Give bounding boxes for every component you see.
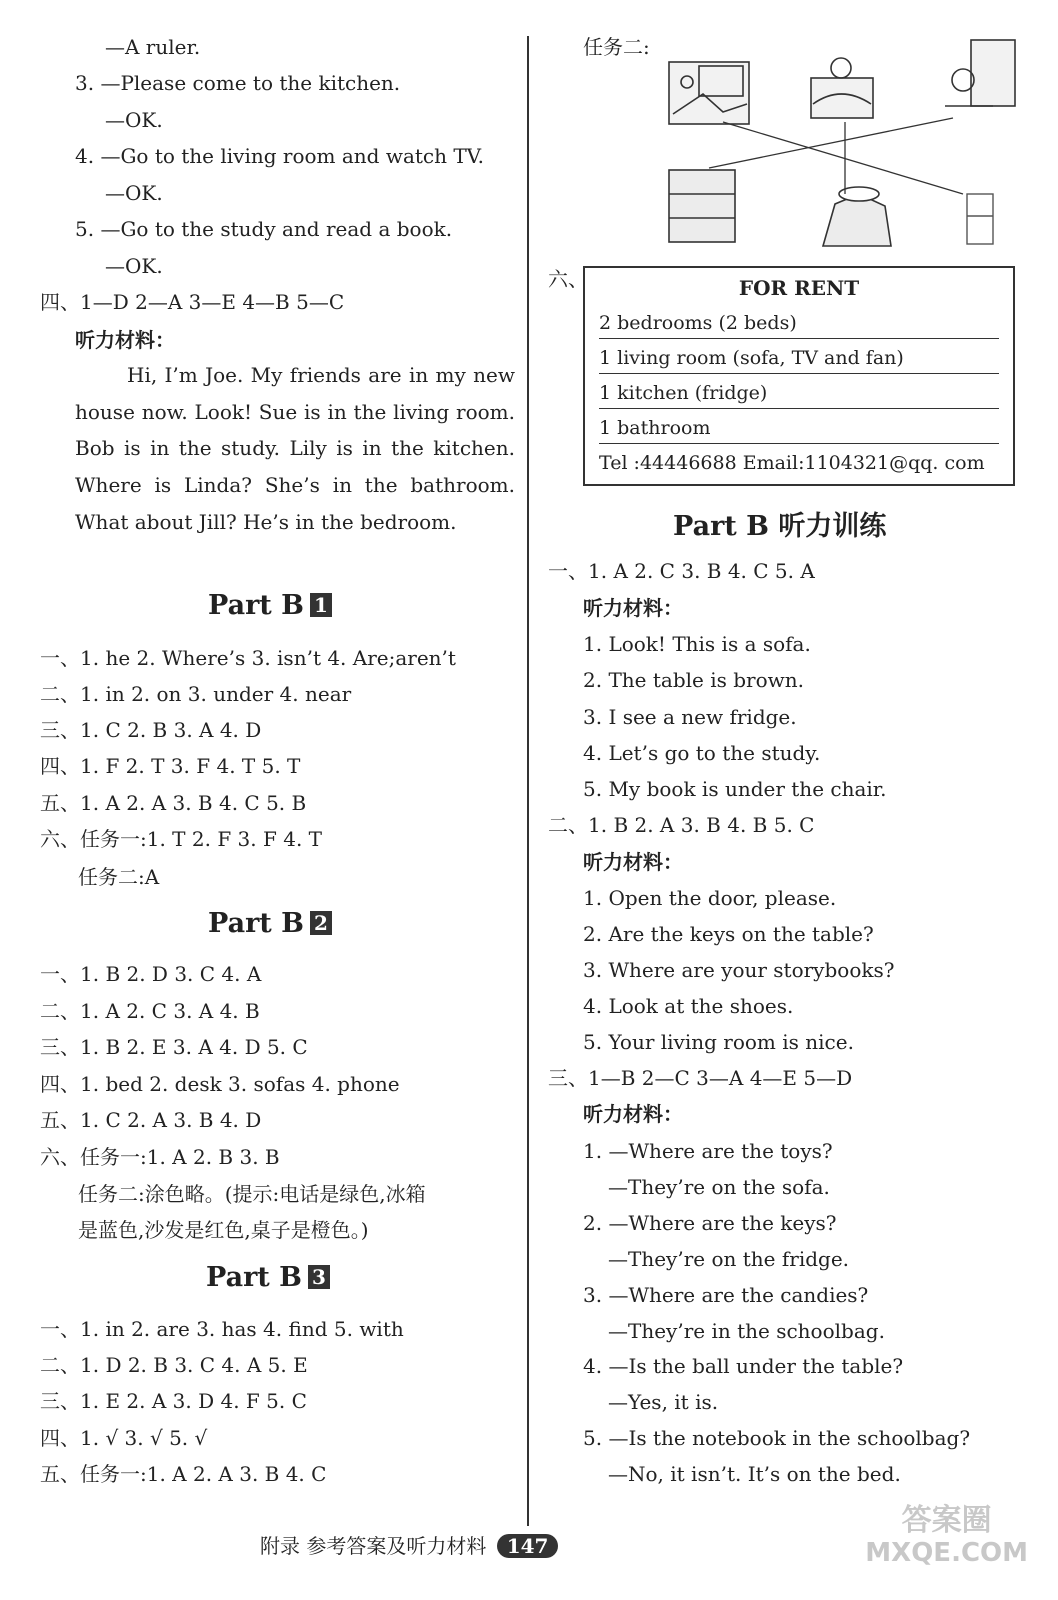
answer-line: 三、1. C 2. B 3. A 4. D [40, 718, 262, 742]
column-divider [527, 36, 529, 1526]
answer-line: 3. —Where are the candies? [583, 1283, 869, 1307]
answer-line: —No, it isn’t. It’s on the bed. [608, 1462, 901, 1486]
bedroom-picture [811, 58, 873, 118]
room-matching-illustration [663, 34, 1023, 254]
answer-line: 一、1. he 2. Where’s 3. isn’t 4. Are;aren’t [40, 646, 456, 670]
answer-line: 五、1. A 2. A 3. B 4. C 5. B [40, 791, 307, 815]
answer-line: 六、任务一:1. A 2. B 3. B [40, 1145, 280, 1169]
answer-line: 任务二:涂色略。(提示:电话是绿色,冰箱 [78, 1182, 426, 1206]
page-footer [260, 1530, 558, 1559]
answer-line: 二、1. B 2. A 3. B 4. B 5. C [548, 813, 815, 837]
answer-line: 5. Your living room is nice. [583, 1030, 854, 1054]
answer-line: 六、任务一:1. T 2. F 3. F 4. T [40, 827, 323, 851]
answer-line: 是蓝色,沙发是红色,桌子是橙色。) [78, 1218, 369, 1242]
answer-line: 5. —Is the notebook in the schoolbag? [583, 1426, 971, 1450]
answer-line: 二、1. D 2. B 3. C 4. A 5. E [40, 1353, 308, 1377]
page-number: 147 [497, 1534, 559, 1558]
answer-line: —They’re in the schoolbag. [608, 1319, 885, 1343]
answer-line: 1. Open the door, please. [583, 886, 837, 910]
answer-line: 五、1. C 2. A 3. B 4. D [40, 1108, 262, 1132]
answer-line: 4. Let’s go to the study. [583, 741, 821, 765]
section-heading: Part B 1 [208, 590, 332, 621]
task-label: 任务二: [583, 35, 650, 59]
match-lines [709, 118, 963, 194]
answer-line: 3. —Please come to the kitchen. [75, 71, 401, 95]
bed-picture [823, 187, 891, 246]
rent-title: FOR RENT [738, 276, 860, 300]
answer-line: 2. —Where are the keys? [583, 1211, 837, 1235]
listening-label: 听力材料： [583, 596, 683, 620]
listening-paragraph: Hi, I’m Joe. My friends are in my new house now. Look! Sue is in the living room. Bob is in the study. Lily is in the kitchen. Where is Linda? She’s in the bathroom. What about Jill? He’s in the bedroom. [75, 363, 515, 534]
section-heading: Part B 2 [208, 908, 332, 939]
answer-line: 四、1. √ 3. √ 5. √ [40, 1426, 208, 1450]
answer-line: 4. Look at the shoes. [583, 994, 794, 1018]
section-heading: Part B 3 [206, 1262, 330, 1293]
rent-row: 1 living room (sofa, TV and fan) [599, 343, 999, 374]
answer-line: 一、1. in 2. are 3. has 4. find 5. with [40, 1317, 404, 1341]
listening-label: 听力材料： [583, 1102, 683, 1126]
answer-line: 4. —Go to the living room and watch TV. [75, 144, 484, 168]
answer-line: 2. Are the keys on the table? [583, 922, 874, 946]
for-rent-box [583, 266, 1015, 486]
answer-line: 三、1—B 2—C 3—A 4—E 5—D [548, 1066, 853, 1090]
answer-line: 五、任务一:1. A 2. A 3. B 4. C [40, 1462, 327, 1486]
answer-line: 四、1. F 2. T 3. F 4. T 5. T [40, 754, 301, 778]
answer-line: 一、1. B 2. D 3. C 4. A [40, 962, 262, 986]
answer-line: 三、1. B 2. E 3. A 4. D 5. C [40, 1035, 308, 1059]
answer-line: —A ruler. [105, 35, 201, 59]
site-watermark: 答案圈 MXQE.COM [865, 1503, 1028, 1568]
answer-line: 一、1. A 2. C 3. B 4. C 5. A [548, 559, 815, 583]
answer-line: 5. —Go to the study and read a book. [75, 217, 453, 241]
section-label: 六、 [548, 267, 588, 291]
answer-line: 二、1. A 2. C 3. A 4. B [40, 999, 260, 1023]
answer-line: 1. —Where are the toys? [583, 1139, 833, 1163]
answer-line: 3. I see a new fridge. [583, 705, 797, 729]
answer-line: 5. My book is under the chair. [583, 777, 887, 801]
answer-line: 四、1. bed 2. desk 3. sofas 4. phone [40, 1072, 400, 1096]
section-heading: Part B 听力训练 [673, 511, 887, 542]
answer-line: —They’re on the fridge. [608, 1247, 850, 1271]
rent-contact: Tel :44446688 Email:1104321@qq. com [599, 452, 985, 474]
rent-row: 1 kitchen (fridge) [599, 378, 999, 409]
answer-line: 4. —Is the ball under the table? [583, 1354, 904, 1378]
rent-row: 1 bathroom [599, 413, 999, 444]
answer-line: 四、1—D 2—A 3—E 4—B 5—C [40, 290, 345, 314]
answer-line: 任务二:A [78, 865, 160, 889]
living-room-picture [669, 62, 749, 124]
answer-line: —OK. [105, 254, 163, 278]
answer-line: 1. Look! This is a sofa. [583, 632, 811, 656]
footer-text: 附录 参考答案及听力材料 [260, 1534, 487, 1558]
answer-line: 3. Where are your storybooks? [583, 958, 895, 982]
answer-line: 二、1. in 2. on 3. under 4. near [40, 682, 352, 706]
answer-line: 2. The table is brown. [583, 668, 804, 692]
answer-line: —OK. [105, 181, 163, 205]
answer-line: —OK. [105, 108, 163, 132]
fridge-picture [967, 194, 993, 244]
answer-line: 三、1. E 2. A 3. D 4. F 5. C [40, 1389, 307, 1413]
rent-row: 2 bedrooms (2 beds) [599, 308, 999, 339]
bookcase-picture [669, 170, 735, 242]
answer-line: —Yes, it is. [608, 1390, 719, 1414]
study-picture [945, 40, 1015, 106]
answer-line: —They’re on the sofa. [608, 1175, 830, 1199]
listening-label: 听力材料： [583, 850, 683, 874]
listening-label: 听力材料： [75, 328, 175, 352]
